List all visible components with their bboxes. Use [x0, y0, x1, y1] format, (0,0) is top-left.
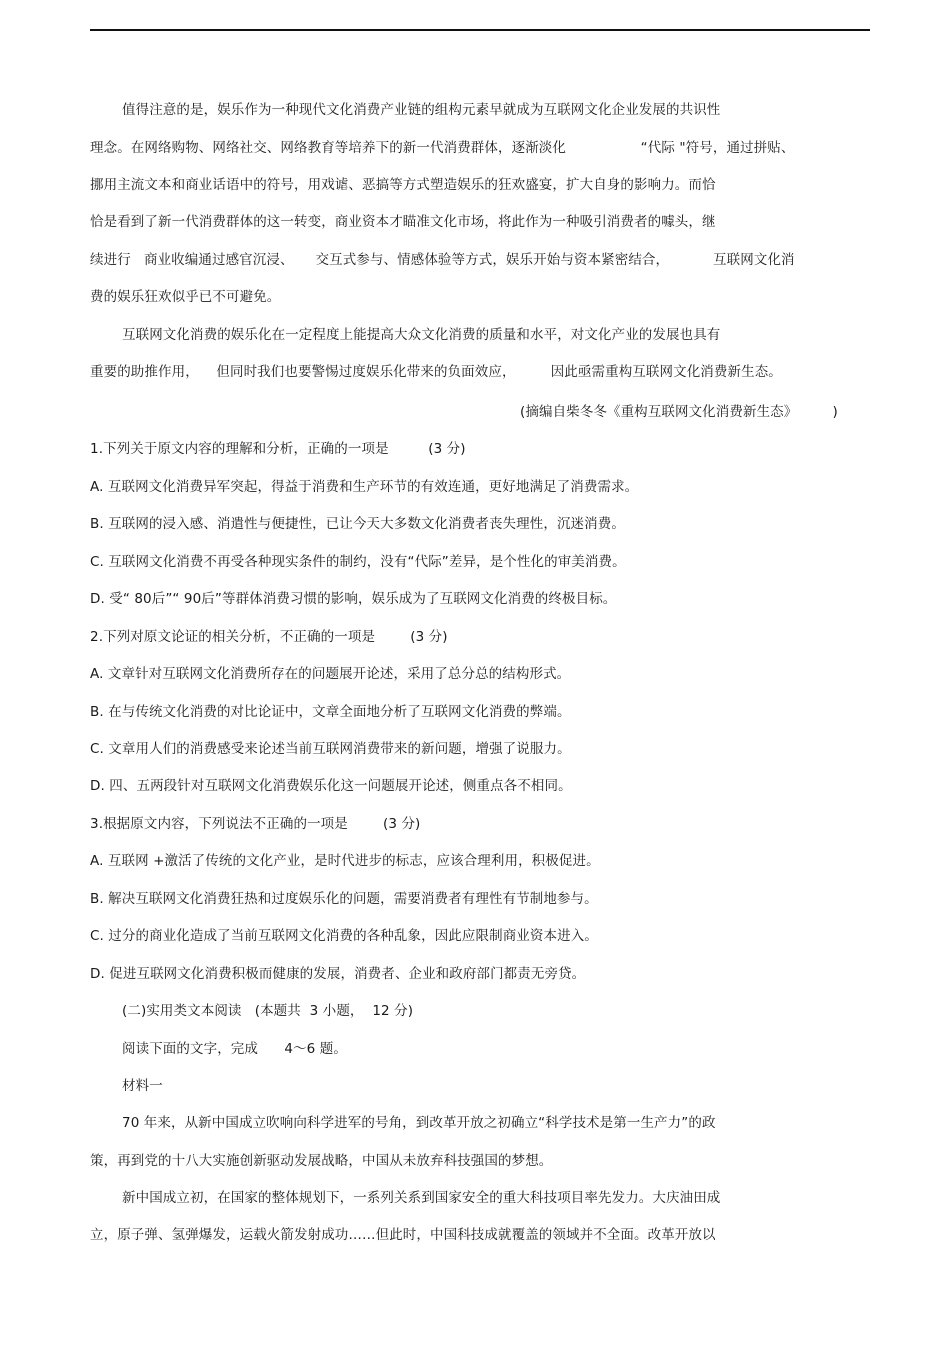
text-line: 70 年来，从新中国成立吹响向科学进军的号角，到改革开放之初确立“科学技术是第一生产力”的政	[122, 1115, 716, 1131]
header-rule	[90, 29, 870, 31]
text-line: 恰是看到了新一代消费群体的这一转变，商业资本才瞄准文化市场，将此作为一种吸引消费者的噱头，继	[90, 214, 716, 230]
instruction: 阅读下面的文字，完成 4～6 题。	[122, 1041, 347, 1057]
question-3-option-d: D. 促进互联网文化消费积极而健康的发展，消费者、企业和政府部门都责无旁贷。	[90, 966, 586, 982]
question-2-option-d: D. 四、五两段针对互联网文化消费娱乐化这一问题展开论述，侧重点各不相同。	[90, 778, 572, 794]
question-3-option-a: A. 互联网 +激活了传统的文化产业，是时代进步的标志，应该合理利用，积极促进。	[90, 853, 600, 869]
question-1-option-b: B. 互联网的浸入感、消遣性与便捷性，已让今天大多数文化消费者丧失理性，沉迷消费。	[90, 516, 625, 532]
question-1-option-a: A. 互联网文化消费异军突起，得益于消费和生产环节的有效连通，更好地满足了消费需求。	[90, 479, 639, 495]
question-2-stem: 2.下列对原文论证的相关分析，不正确的一项是 (3 分)	[90, 629, 448, 645]
question-1-option-c: C. 互联网文化消费不再受各种现实条件的制约，没有“代际”差异，是个性化的审美消费。	[90, 554, 626, 570]
citation: (摘编自柴冬冬《重构互联网文化消费新生态》 )	[520, 404, 838, 420]
text-line: 续进行 商业收编通过感官沉浸、 交互式参与、情感体验等方式，娱乐开始与资本紧密结合， 互联网文化消	[90, 252, 795, 268]
text-line: 立，原子弹、氢弹爆发，运载火箭发射成功……但此时，中国科技成就覆盖的领域并不全面。改革开放以	[90, 1227, 716, 1243]
section-heading: (二)实用类文本阅读 (本题共 3 小题， 12 分)	[122, 1003, 414, 1019]
question-2-option-b: B. 在与传统文化消费的对比论证中，文章全面地分析了互联网文化消费的弊端。	[90, 704, 571, 720]
text-line: 理念。在网络购物、网络社交、网络教育等培养下的新一代消费群体，逐渐淡化 “代际 "符号，通过拼贴、	[90, 140, 795, 156]
question-2-option-a: A. 文章针对互联网文化消费所存在的问题展开论述，采用了总分总的结构形式。	[90, 666, 571, 682]
text-line: 费的娱乐狂欢似乎已不可避免。	[90, 289, 281, 305]
text-line: 重要的助推作用， 但同时我们也要警惕过度娱乐化带来的负面效应， 因此亟需重构互联网文化消费新生态。	[90, 364, 782, 380]
text-line: 值得注意的是，娱乐作为一种现代文化消费产业链的组构元素早就成为互联网文化企业发展的共识性	[122, 102, 721, 118]
text-line: 新中国成立初，在国家的整体规划下，一系列关系到国家安全的重大科技项目率先发力。大庆油田成	[122, 1190, 721, 1206]
question-1-option-d: D. 受“ 80后”“ 90后”等群体消费习惯的影响，娱乐成为了互联网文化消费的终极目标。	[90, 591, 617, 607]
text-line: 挪用主流文本和商业话语中的符号，用戏谑、恶搞等方式塑造娱乐的狂欢盛宴，扩大自身的影响力。而恰	[90, 177, 716, 193]
question-1-stem: 1.下列关于原文内容的理解和分析，正确的一项是 (3 分)	[90, 441, 466, 457]
question-2-option-c: C. 文章用人们的消费感受来论述当前互联网消费带来的新问题，增强了说服力。	[90, 741, 571, 757]
question-3-option-b: B. 解决互联网文化消费狂热和过度娱乐化的问题，需要消费者有理性有节制地参与。	[90, 891, 598, 907]
text-line: 策，再到党的十八大实施创新驱动发展战略，中国从未放弃科技强国的梦想。	[90, 1153, 553, 1169]
material-label: 材料一	[122, 1078, 163, 1094]
question-3-stem: 3.根据原文内容，下列说法不正确的一项是 (3 分)	[90, 816, 421, 832]
question-3-option-c: C. 过分的商业化造成了当前互联网文化消费的各种乱象，因此应限制商业资本进入。	[90, 928, 598, 944]
text-line: 互联网文化消费的娱乐化在一定程度上能提高大众文化消费的质量和水平，对文化产业的发展也具有	[122, 327, 721, 343]
